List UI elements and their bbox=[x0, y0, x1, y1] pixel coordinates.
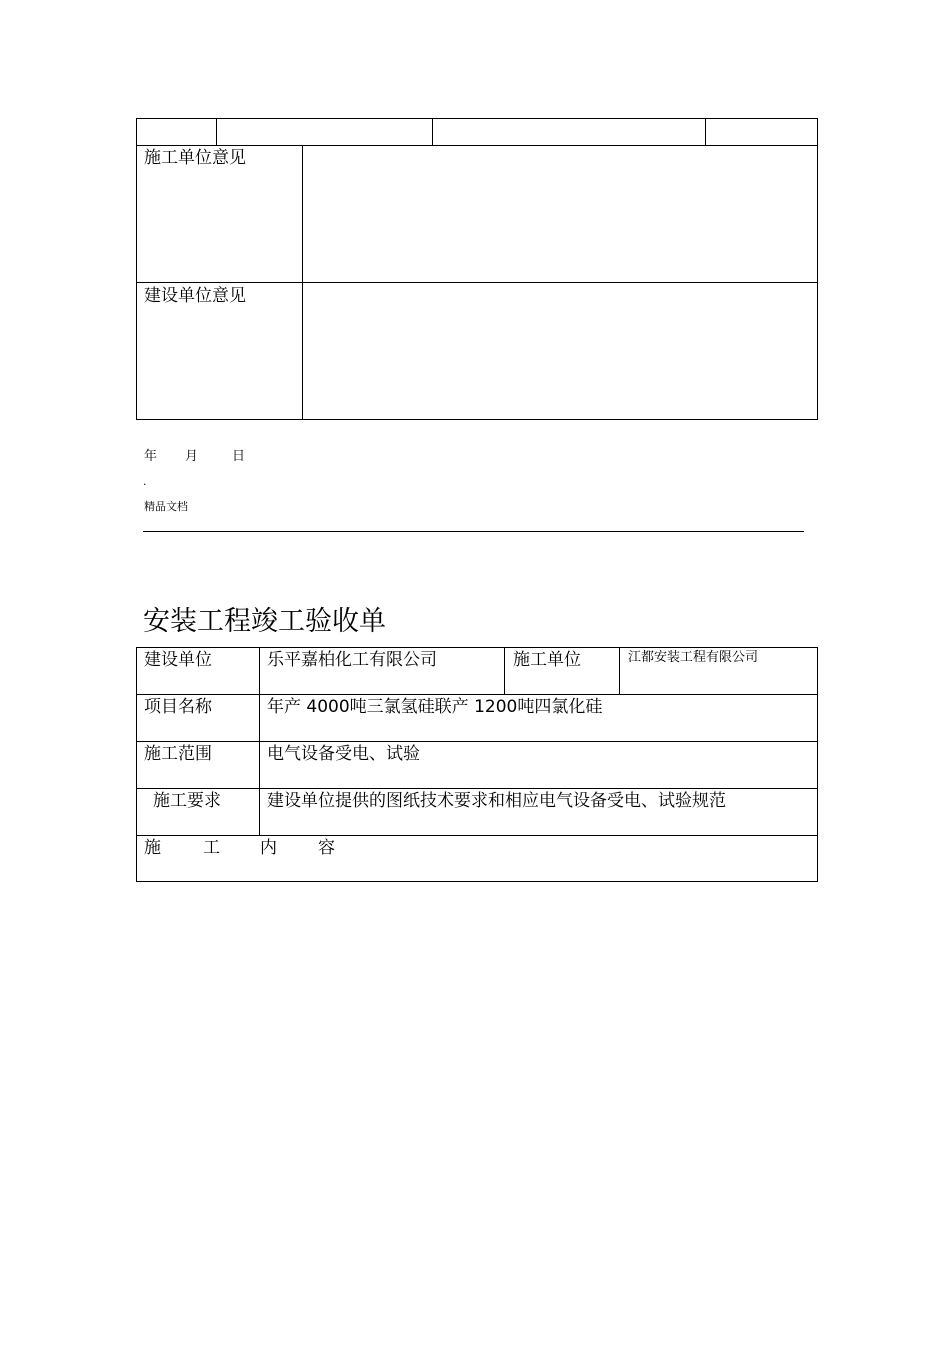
scope-label: 施工范围 bbox=[144, 744, 212, 764]
content-char: 内 bbox=[260, 838, 277, 858]
form-title: 安装工程竣工验收单 bbox=[143, 606, 386, 637]
builder-value: 乐平嘉柏化工有限公司 bbox=[267, 650, 437, 670]
requirement-value: 建设单位提供的图纸技术要求和相应电气设备受电、试验规范 bbox=[267, 791, 726, 811]
builder-value-cell bbox=[259, 647, 505, 695]
project-label: 项目名称 bbox=[144, 697, 212, 717]
builder-label-cell bbox=[136, 647, 260, 695]
contractor-opinion-label-cell bbox=[136, 145, 303, 283]
builder-opinion-label: 建设单位意见 bbox=[144, 286, 246, 306]
builder-opinion-value-cell bbox=[302, 282, 818, 420]
project-label-cell bbox=[136, 694, 260, 742]
requirement-label: 施工要求 bbox=[153, 791, 221, 811]
date-month: 月 bbox=[185, 449, 199, 464]
top-table-header-cell bbox=[216, 118, 433, 146]
contractor-opinion-value-cell bbox=[302, 145, 818, 283]
footer-dot: . bbox=[143, 475, 147, 488]
scope-label-cell bbox=[136, 741, 260, 789]
contractor-opinion-label: 施工单位意见 bbox=[144, 148, 246, 168]
contractor-label: 施工单位 bbox=[513, 650, 581, 670]
builder-opinion-label-cell bbox=[136, 282, 303, 420]
contractor-value-cell bbox=[619, 647, 818, 695]
date-year: 年 bbox=[144, 449, 158, 464]
content-char: 工 bbox=[203, 838, 220, 858]
content-row-cell bbox=[136, 835, 818, 882]
requirement-label-cell bbox=[136, 788, 260, 836]
content-char: 施 bbox=[144, 838, 161, 858]
project-value: 年产 4000吨三氯氢硅联产 1200吨四氯化硅 bbox=[267, 697, 603, 717]
project-value-cell bbox=[259, 694, 818, 742]
builder-label: 建设单位 bbox=[144, 650, 212, 670]
footer-divider bbox=[143, 531, 804, 532]
date-day: 日 bbox=[232, 449, 246, 464]
content-char: 容 bbox=[318, 838, 335, 858]
contractor-value: 江都安装工程有限公司 bbox=[628, 650, 759, 665]
contractor-label-cell bbox=[504, 647, 620, 695]
footer-text: 精品文档 bbox=[144, 500, 188, 513]
scope-value-cell bbox=[259, 741, 818, 789]
scope-value: 电气设备受电、试验 bbox=[267, 744, 420, 764]
top-table-header-cell bbox=[705, 118, 818, 146]
top-table-header-cell bbox=[432, 118, 706, 146]
requirement-value-cell bbox=[259, 788, 818, 836]
top-table-header-cell bbox=[136, 118, 217, 146]
